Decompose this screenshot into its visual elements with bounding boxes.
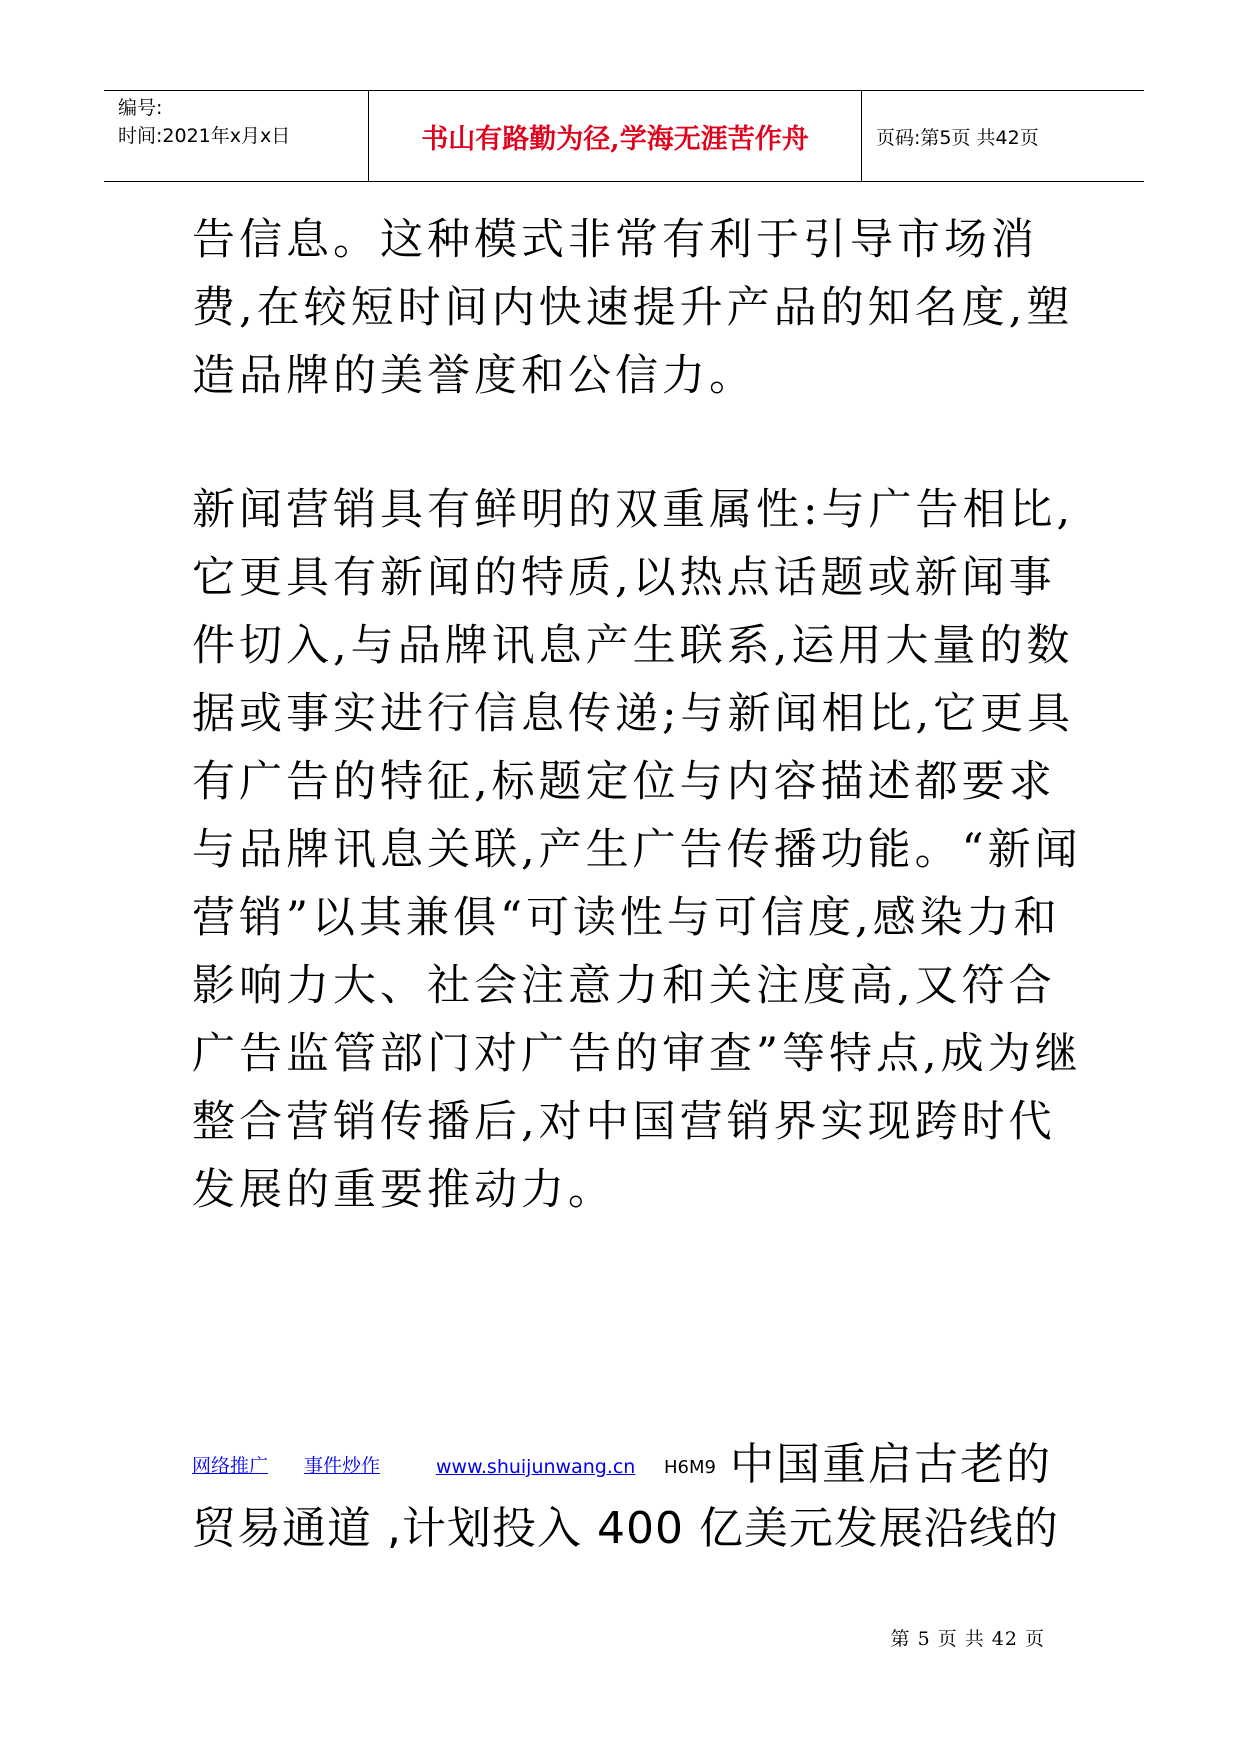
page-footer: 第 5 页 共 42 页 (890, 1628, 1045, 1650)
link-website[interactable]: www.shuijunwang.cn (436, 1456, 636, 1478)
link-event-hype[interactable]: 事件炒作 (304, 1455, 381, 1477)
motto-text: 书山有路勤为径,学海无涯苦作舟 (421, 123, 809, 155)
document-body (192, 206, 1092, 1224)
serial-number-label: 编号: (118, 97, 163, 119)
headline-part1: 中国重启古老的 (730, 1439, 1052, 1490)
link-network-promotion[interactable]: 网络推广 (192, 1455, 269, 1477)
header-page-cell (862, 91, 1144, 181)
time-label: 时间:2021年x月x日 (118, 125, 291, 147)
paragraph: 新闻营销具有鲜明的双重属性:与广告相比,它更具有新闻的特质,以热点话题或新闻事件切入,与品牌讯息产生联系,运用大量的数据或事实进行信息传递;与新闻相比,它更具有广告的特征,标题定位与内容描述都要求与品牌讯息关联,产生广告传播功能。“新闻营销”以其兼俱“可读性与可信度,感染力和影响力大、社会注意力和关注度高,又符合广告监管部门对广告的审查”等特点,成为继整合营销传播后,对中国营销界实现跨时代发展的重要推动力。 (192, 485, 1082, 1215)
paragraph: 告信息。这种模式非常有利于引导市场消费,在较短时间内快速提升产品的知名度,塑造品牌的美誉度和公信力。 (192, 215, 1074, 401)
page-code: 页码:第5页 共42页 (876, 126, 1039, 149)
links-row (192, 1412, 1092, 1492)
header-motto-cell (369, 91, 862, 181)
code-tag: H6M9 (664, 1457, 716, 1478)
header-info-cell (104, 91, 369, 181)
headline-part2: 贸易通道 ,计划投入 400 亿美元发展沿线的 (192, 1503, 1059, 1554)
page-header (104, 90, 1144, 182)
